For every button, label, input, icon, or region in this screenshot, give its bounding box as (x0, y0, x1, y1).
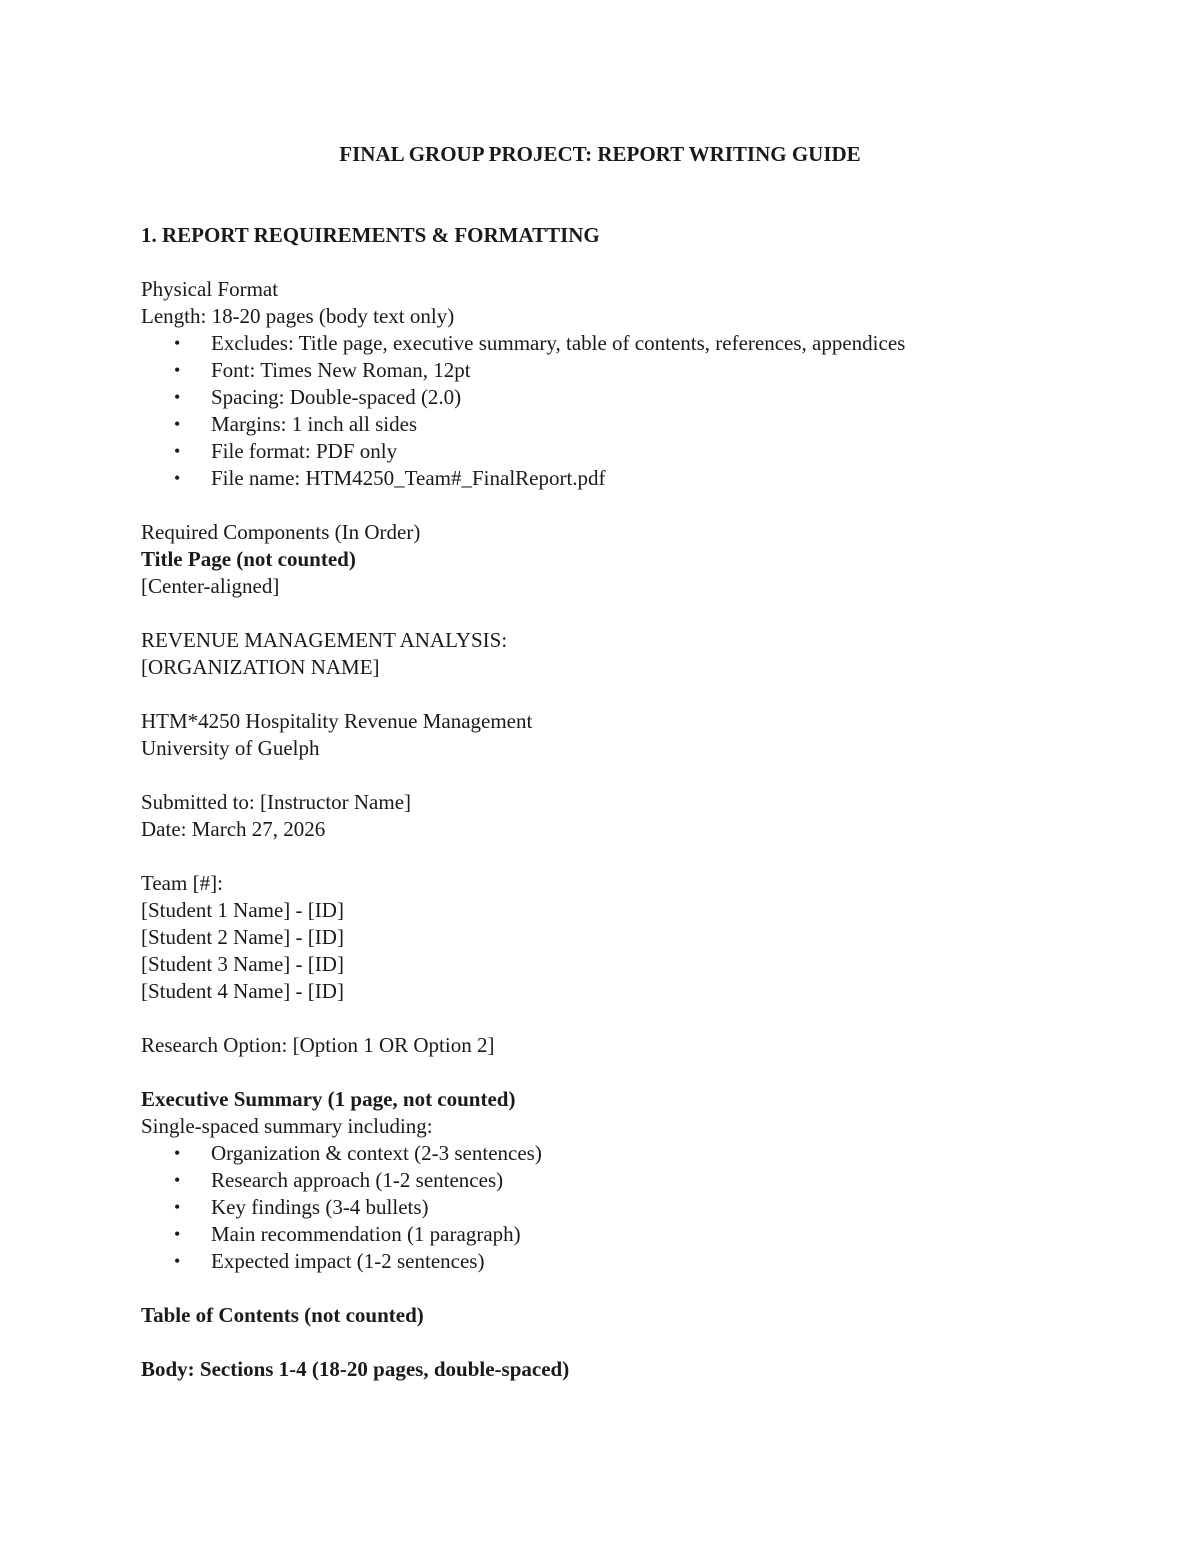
spacer (141, 249, 1061, 276)
title-page-heading: Title Page (not counted) (141, 547, 356, 571)
bullet-icon: • (174, 1143, 181, 1163)
physical-format-label: Physical Format (141, 277, 279, 301)
spacer (141, 1005, 1061, 1032)
document-title: FINAL GROUP PROJECT: REPORT WRITING GUIDE (339, 142, 861, 166)
list-item (141, 1167, 1061, 1194)
revenue-line: REVENUE MANAGEMENT ANALYSIS: (141, 628, 508, 652)
body-heading: Body: Sections 1-4 (18-20 pages, double-spaced) (141, 1357, 570, 1381)
list-item (141, 1140, 1061, 1167)
spacer (141, 492, 1061, 519)
research-option: Research Option: [Option 1 OR Option 2] (141, 1033, 495, 1057)
list-item-text: Organization & context (2-3 sentences) (211, 1141, 542, 1165)
bullet-icon: • (174, 441, 181, 461)
list-item-text: File format: PDF only (211, 439, 398, 463)
length-text: Length: 18-20 pages (body text only) (141, 304, 455, 328)
list-item-text: Excludes: Title page, executive summary, table of contents, references, appendices (211, 331, 906, 355)
spacer (141, 1059, 1061, 1086)
list-item (141, 330, 1061, 357)
document-content (141, 141, 1061, 1383)
spacer (141, 843, 1061, 870)
course-name: HTM*4250 Hospitality Revenue Management (141, 709, 533, 733)
spacer (141, 1329, 1061, 1356)
student-line: [Student 4 Name] - [ID] (141, 979, 344, 1003)
bullet-icon: • (174, 360, 181, 380)
spacer (141, 600, 1061, 627)
required-components-label: Required Components (In Order) (141, 520, 421, 544)
spacer (141, 195, 1061, 222)
list-item-text: Key findings (3-4 bullets) (211, 1195, 429, 1219)
list-item-text: Spacing: Double-spaced (2.0) (211, 385, 462, 409)
date-line: Date: March 27, 2026 (141, 817, 326, 841)
list-item (141, 1248, 1061, 1275)
spacer (141, 168, 1061, 195)
submitted-to: Submitted to: [Instructor Name] (141, 790, 412, 814)
list-item (141, 1221, 1061, 1248)
executive-summary-heading: Executive Summary (1 page, not counted) (141, 1087, 516, 1111)
spacer (141, 762, 1061, 789)
bullet-icon: • (174, 1251, 181, 1271)
list-item (141, 1194, 1061, 1221)
list-item-text: Research approach (1-2 sentences) (211, 1168, 504, 1192)
bullet-icon: • (174, 333, 181, 353)
list-item-text: Font: Times New Roman, 12pt (211, 358, 471, 382)
bullet-icon: • (174, 468, 181, 488)
executive-summary-bullet-list (141, 1140, 1061, 1275)
list-item-text: File name: HTM4250_Team#_FinalReport.pdf (211, 466, 606, 490)
spacer (141, 1275, 1061, 1302)
list-item (141, 438, 1061, 465)
student-line: [Student 2 Name] - [ID] (141, 925, 344, 949)
format-bullet-list (141, 330, 1061, 492)
team-line: Team [#]: (141, 871, 223, 895)
list-item-text: Expected impact (1-2 sentences) (211, 1249, 485, 1273)
list-item (141, 411, 1061, 438)
bullet-icon: • (174, 1224, 181, 1244)
list-item-text: Main recommendation (1 paragraph) (211, 1222, 521, 1246)
center-aligned-note: [Center-aligned] (141, 574, 280, 598)
spacer (141, 681, 1061, 708)
list-item-text: Margins: 1 inch all sides (211, 412, 418, 436)
bullet-icon: • (174, 414, 181, 434)
bullet-icon: • (174, 387, 181, 407)
organization-name: [ORGANIZATION NAME] (141, 655, 380, 679)
student-line: [Student 3 Name] - [ID] (141, 952, 344, 976)
list-item (141, 384, 1061, 411)
university-name: University of Guelph (141, 736, 320, 760)
bullet-icon: • (174, 1197, 181, 1217)
executive-summary-intro: Single-spaced summary including: (141, 1114, 433, 1138)
list-item (141, 357, 1061, 384)
bullet-icon: • (174, 1170, 181, 1190)
toc-heading: Table of Contents (not counted) (141, 1303, 424, 1327)
student-line: [Student 1 Name] - [ID] (141, 898, 344, 922)
section1-heading: 1. REPORT REQUIREMENTS & FORMATTING (141, 223, 600, 247)
list-item (141, 465, 1061, 492)
